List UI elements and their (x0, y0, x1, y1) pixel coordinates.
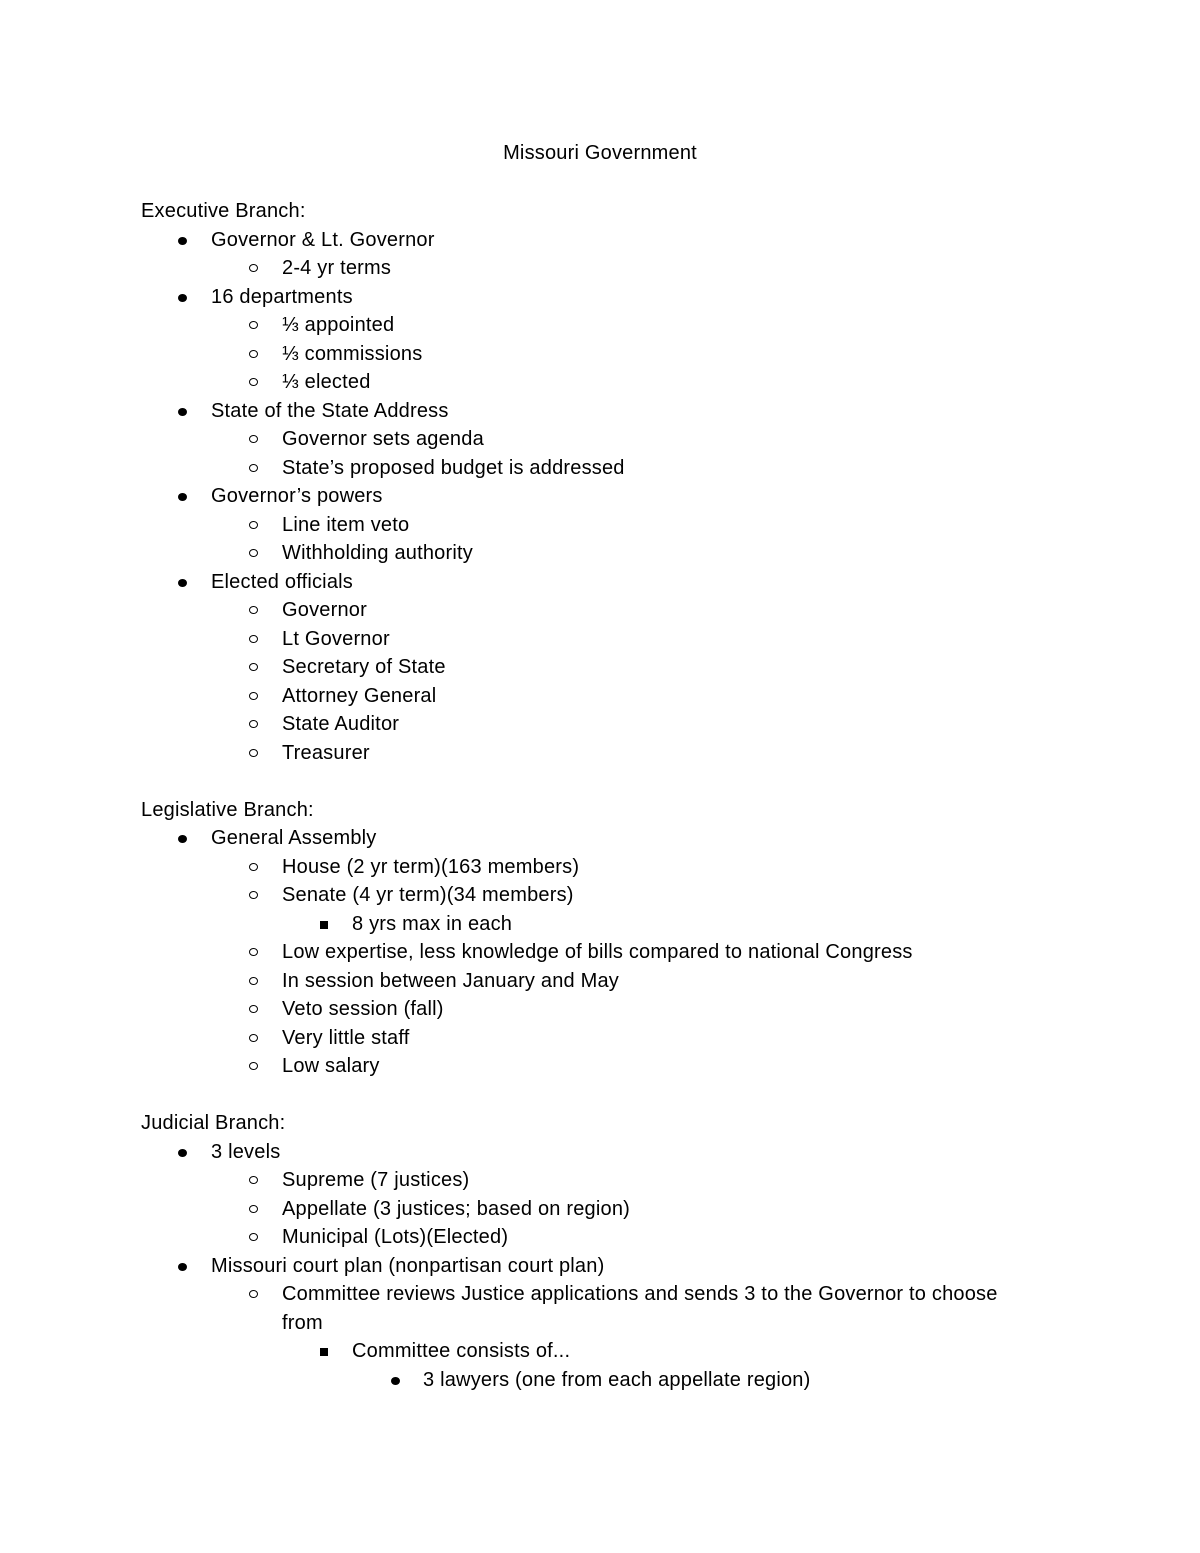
list-item-text: Committee consists of... (352, 1340, 571, 1362)
circle-bullet-icon (249, 321, 258, 329)
list-item (141, 511, 1101, 540)
list-item-text: Line item veto (282, 513, 410, 536)
list-item (141, 425, 1101, 454)
list-item (141, 226, 1101, 255)
document-title: Missouri Government (503, 142, 697, 164)
list-item-text: Governor (282, 599, 367, 621)
circle-bullet-icon (249, 1034, 258, 1042)
disc-bullet-icon (178, 579, 187, 587)
list-item (141, 254, 1101, 283)
document-body (141, 197, 1101, 1394)
list-item (141, 596, 1101, 625)
list-item (141, 568, 1101, 597)
circle-bullet-icon (249, 749, 258, 757)
circle-bullet-icon (249, 549, 258, 557)
circle-bullet-icon (249, 720, 258, 728)
circle-bullet-icon (249, 1062, 258, 1070)
list-item (141, 482, 1101, 511)
list-item (141, 1337, 1101, 1366)
circle-bullet-icon (249, 1233, 258, 1241)
square-bullet-icon (320, 921, 328, 929)
list-item-text: Veto session (fall) (282, 998, 444, 1020)
circle-bullet-icon (249, 606, 258, 614)
circle-bullet-icon (249, 350, 258, 358)
list-item-text: ⅓ commissions (282, 342, 423, 365)
disc-bullet-icon (391, 1377, 400, 1385)
list-item-text: State Auditor (282, 713, 400, 735)
list-item-text: Senate (4 yr term)(34 members) (282, 884, 574, 906)
list-item-text: 8 yrs max in each (352, 912, 513, 935)
list-item-text: Governor sets agenda (282, 428, 484, 450)
list-item (141, 340, 1101, 369)
list-item (141, 910, 1101, 939)
list-item (141, 1223, 1101, 1252)
list-item-text: Lt Governor (282, 627, 390, 650)
circle-bullet-icon (249, 464, 258, 472)
list-item (141, 625, 1101, 654)
list-item (141, 881, 1101, 910)
list-item-text: Governor’s powers (211, 485, 383, 507)
list-item (141, 539, 1101, 568)
list-item (141, 1024, 1101, 1053)
list-item (141, 824, 1101, 853)
list-item-text: Low expertise, less knowledge of bills compared to national Congress (282, 941, 913, 963)
list-item-text: Attorney General (282, 684, 437, 707)
circle-bullet-icon (249, 977, 258, 985)
list-item (141, 938, 1101, 967)
list-item-text: Committee reviews Justice applications and sends 3 to the Governor to choose from (282, 1283, 998, 1334)
list-item-text: ⅓ appointed (282, 314, 395, 336)
list-item-text: Treasurer (282, 741, 370, 764)
circle-bullet-icon (249, 948, 258, 956)
list-item (141, 397, 1101, 426)
list-item-text: Secretary of State (282, 656, 446, 678)
disc-bullet-icon (178, 835, 187, 843)
list-item (141, 682, 1101, 711)
circle-bullet-icon (249, 891, 258, 899)
circle-bullet-icon (249, 264, 258, 272)
disc-bullet-icon (178, 1149, 187, 1157)
list-item (141, 368, 1101, 397)
circle-bullet-icon (249, 1290, 258, 1298)
list-item (141, 1366, 1101, 1395)
circle-bullet-icon (249, 521, 258, 529)
list-item (141, 1280, 1036, 1337)
list-item (141, 710, 1101, 739)
list-item-text: Appellate (3 justices; based on region) (282, 1197, 631, 1220)
section-heading: Legislative Branch: (141, 798, 314, 821)
list-item (141, 1052, 1101, 1081)
disc-bullet-icon (178, 294, 187, 302)
list-item-text: 2-4 yr terms (282, 257, 392, 279)
list-item (141, 311, 1101, 340)
circle-bullet-icon (249, 1205, 258, 1213)
disc-bullet-icon (178, 237, 187, 245)
list-item-text: 16 departments (211, 285, 353, 308)
list-item-text: House (2 yr term)(163 members) (282, 855, 580, 878)
list-item (141, 967, 1101, 996)
list-item-text: Low salary (282, 1055, 380, 1077)
disc-bullet-icon (178, 408, 187, 416)
circle-bullet-icon (249, 635, 258, 643)
blank-line (141, 767, 1101, 796)
list-item (141, 1252, 1101, 1281)
circle-bullet-icon (249, 378, 258, 386)
list-item-text: Elected officials (211, 570, 353, 593)
disc-bullet-icon (178, 1263, 187, 1271)
square-bullet-icon (320, 1348, 328, 1356)
circle-bullet-icon (249, 1176, 258, 1184)
list-item-text: 3 lawyers (one from each appellate region) (423, 1368, 811, 1391)
disc-bullet-icon (178, 493, 187, 501)
circle-bullet-icon (249, 863, 258, 871)
list-item-text: State’s proposed budget is addressed (282, 456, 625, 479)
list-item (141, 853, 1101, 882)
list-item-text: State of the State Address (211, 399, 449, 422)
blank-line (141, 1081, 1101, 1110)
list-item-text: Missouri court plan (nonpartisan court plan) (211, 1254, 605, 1277)
section-heading: Executive Branch: (141, 200, 306, 222)
list-item (141, 995, 1101, 1024)
list-item-text: Municipal (Lots)(Elected) (282, 1226, 509, 1248)
list-item-text: ⅓ elected (282, 371, 371, 393)
list-item (141, 1195, 1101, 1224)
list-item (141, 653, 1101, 682)
list-item-text: Supreme (7 justices) (282, 1169, 470, 1191)
list-item (141, 283, 1101, 312)
circle-bullet-icon (249, 663, 258, 671)
section-heading: Judicial Branch: (141, 1112, 286, 1134)
list-item-text: In session between January and May (282, 969, 619, 992)
circle-bullet-icon (249, 435, 258, 443)
list-item-text: 3 levels (211, 1140, 281, 1163)
list-item (141, 1138, 1101, 1167)
circle-bullet-icon (249, 692, 258, 700)
list-item (141, 1166, 1101, 1195)
list-item (141, 454, 1101, 483)
list-item-text: General Assembly (211, 827, 377, 849)
list-item (141, 739, 1101, 768)
circle-bullet-icon (249, 1005, 258, 1013)
list-item-text: Very little staff (282, 1026, 410, 1049)
list-item-text: Withholding authority (282, 542, 473, 564)
list-item-text: Governor & Lt. Governor (211, 228, 435, 251)
